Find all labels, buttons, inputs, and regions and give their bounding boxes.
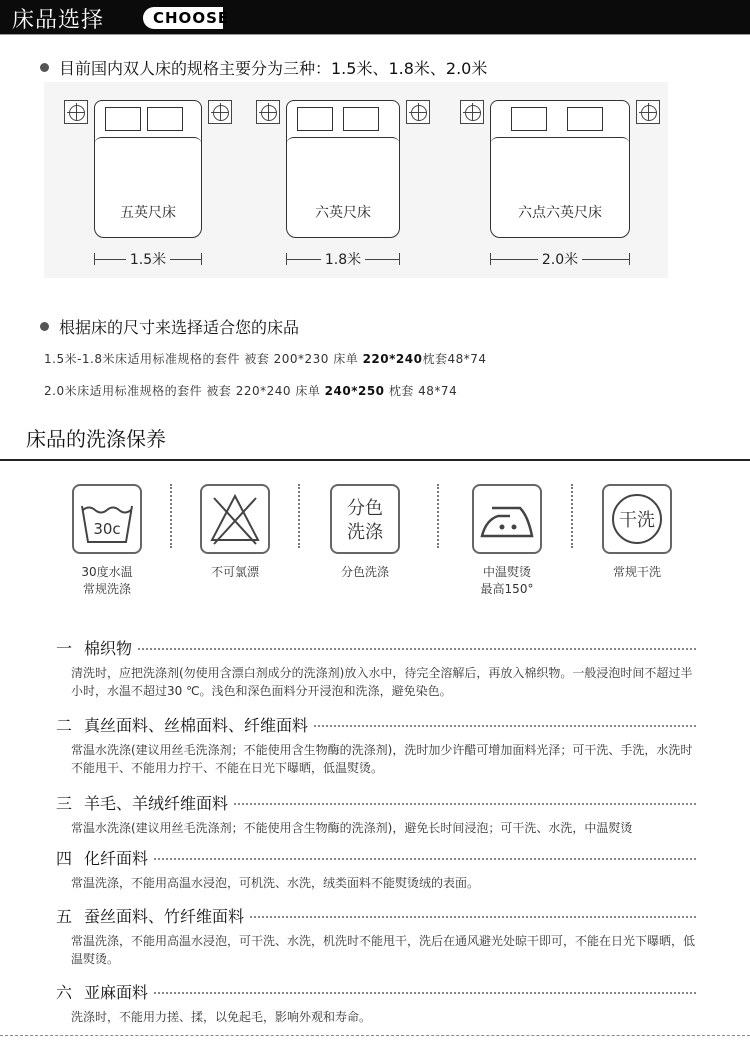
duvet-cover <box>490 137 630 238</box>
nightstand-icon <box>636 100 660 124</box>
nightstand-icon <box>256 100 280 124</box>
fabric-text: 常温洗涤，不能用高温水浸泡，可干洗、水洗，机洗时不能甩干，洗后在通风避光处晾干即可，不能在日光下曝晒，低温熨烫。 <box>71 934 696 966</box>
separator <box>298 484 300 548</box>
fabric-item-mulberry-bamboo: 五 蚕丝面料、竹纤维面料 常温洗涤，不能用高温水浸泡，可干洗、水洗，机洗时不能甩干，洗后在通风避光处晾干即可，不能在日光下曝晒，低温熨烫。 <box>56 904 696 968</box>
fabric-title: 棉织物 <box>84 639 133 658</box>
care-symbol-separate <box>310 484 420 581</box>
no-bleach-icon <box>200 484 270 554</box>
fabric-item-silk: 二 真丝面料、丝棉面料、纤维面料 常温水洗涤(建议用丝毛洗涤剂；不能使用含生物酶的洗涤剂)，洗时加少许醋可增加面料光泽；可干洗、手洗，水洗时不能甩干、不能用力拧干、不能在日光下曝晒，低温熨烫。 <box>56 713 696 777</box>
pillow-icon <box>147 107 183 131</box>
separator <box>170 484 172 548</box>
section-header <box>0 0 750 34</box>
bed-size-intro-text: 目前国内双人床的规格主要分为三种：1.5米、1.8米、2.0米 <box>59 59 488 78</box>
dry-clean-icon <box>602 484 672 554</box>
bed-label: 六英尺床 <box>315 205 371 221</box>
care-caption: 不可氯漂 <box>210 565 259 579</box>
bed-width: 1.5米 <box>129 252 167 268</box>
bullet-icon <box>40 322 49 331</box>
separate-wash-icon <box>330 484 400 554</box>
separator <box>571 484 573 548</box>
svg-text:30c: 30c <box>93 520 121 538</box>
care-symbol-no-bleach <box>180 484 290 581</box>
fabric-text: 清洗时，应把洗涤剂(勿使用含漂白剂成分的洗涤剂)放入水中，待完全溶解后，再放入棉织物。一般浸泡时间不超过半小时，水温不超过30 ℃。浅色和深色面料分开浸泡和洗涤，避免染色。 <box>71 666 693 698</box>
pillow-icon <box>297 107 333 131</box>
fabric-title: 化纤面料 <box>84 849 149 868</box>
bed-1-8m <box>256 100 436 268</box>
bed-2-0m <box>460 100 660 268</box>
size-line-1: 1.5米-1.8米床适用标准规格的套件 被套 200*230 床单 220*240枕套48*74 <box>44 352 487 366</box>
fabric-title: 蚕丝面料、竹纤维面料 <box>84 907 245 926</box>
bed-width: 1.8米 <box>324 252 362 268</box>
svg-text:洗涤: 洗涤 <box>347 522 383 543</box>
svg-text:分色: 分色 <box>347 498 383 519</box>
care-title: 床品的洗涤保养 <box>26 427 166 451</box>
separator <box>437 484 439 548</box>
fabric-text: 常温水洗涤(建议用丝毛洗涤剂；不能使用含生物酶的洗涤剂)，洗时加少许醋可增加面料光泽；可干洗、手洗，水洗时不能甩干、不能用力拧干、不能在日光下曝晒，低温熨烫。 <box>71 743 693 775</box>
iron-icon <box>472 484 542 554</box>
bottom-divider <box>0 1035 750 1036</box>
bed-label: 五英尺床 <box>120 205 176 221</box>
svg-text:干洗: 干洗 <box>619 510 655 531</box>
fabric-item-cotton: 一 棉织物 清洗时，应把洗涤剂(勿使用含漂白剂成分的洗涤剂)放入水中，待完全溶解后，再放入棉织物。一般浸泡时间不超过半小时，水温不超过30 ℃。浅色和深色面料分开浸泡和洗涤，避免染色。 <box>56 636 696 700</box>
fabric-text: 常温水洗涤(建议用丝毛洗涤剂；不能使用含生物酶的洗涤剂)，避免长时间浸泡；可干洗、水洗，中温熨烫 <box>71 821 633 835</box>
fabric-item-synthetic: 四 化纤面料 常温洗涤，不能用高温水浸泡，可机洗、水洗，绒类面料不能熨烫绒的表面。 <box>56 846 696 892</box>
pillow-icon <box>511 107 547 131</box>
bed-width: 2.0米 <box>541 252 579 268</box>
fabric-text: 常温洗涤，不能用高温水浸泡，可机洗、水洗，绒类面料不能熨烫绒的表面。 <box>71 876 480 890</box>
care-symbol-wash <box>52 484 162 598</box>
fabric-text: 洗涤时，不能用力搓、揉，以免起毛，影响外观和寿命。 <box>71 1010 372 1024</box>
header-divider <box>0 34 750 35</box>
size-line-2: 2.0米床适用标准规格的套件 被套 220*240 床单 240*250 枕套 48*74 <box>44 384 458 398</box>
width-dimension <box>286 250 400 268</box>
care-symbol-iron <box>452 484 562 598</box>
fabric-title: 亚麻面料 <box>84 983 149 1002</box>
bed-size-intro <box>40 56 487 79</box>
section-title: 床品选择 <box>12 8 105 33</box>
bed-1-5m <box>64 100 234 268</box>
bed-diagram-panel <box>44 82 668 278</box>
care-divider <box>0 459 750 461</box>
bedding-sizes <box>44 347 487 411</box>
width-dimension <box>94 250 202 268</box>
care-caption: 常规干洗 <box>612 565 661 579</box>
care-caption: 分色洗涤 <box>340 565 389 579</box>
pillow-icon <box>343 107 379 131</box>
fabric-title: 真丝面料、丝棉面料、纤维面料 <box>84 716 309 735</box>
care-caption: 中温熨烫 最高150° <box>480 565 534 596</box>
duvet-cover <box>94 137 202 238</box>
pillow-icon <box>567 107 603 131</box>
nightstand-icon <box>208 100 232 124</box>
width-dimension <box>490 250 630 268</box>
fabric-item-wool: 三 羊毛、羊绒纤维面料 常温水洗涤(建议用丝毛洗涤剂；不能使用含生物酶的洗涤剂)，避免长时间浸泡；可干洗、水洗，中温熨烫 <box>56 791 696 837</box>
nightstand-icon <box>460 100 484 124</box>
nightstand-icon <box>406 100 430 124</box>
bed-label: 六点六英尺床 <box>518 205 602 221</box>
bullet-icon <box>40 63 49 72</box>
nightstand-icon <box>64 100 88 124</box>
bedding-intro-text: 根据床的尺寸来选择适合您的床品 <box>59 318 300 337</box>
wash-30-icon <box>72 484 142 554</box>
fabric-title: 羊毛、羊绒纤维面料 <box>84 794 229 813</box>
choose-badge: CHOOSE <box>143 7 223 29</box>
care-symbol-dry-clean <box>582 484 692 581</box>
duvet-cover <box>286 137 400 238</box>
fabric-item-linen: 六 亚麻面料 洗涤时，不能用力搓、揉，以免起毛，影响外观和寿命。 <box>56 980 696 1026</box>
pillow-icon <box>105 107 141 131</box>
care-caption: 30度水温 常规洗涤 <box>81 565 133 596</box>
bedding-intro <box>40 315 299 338</box>
